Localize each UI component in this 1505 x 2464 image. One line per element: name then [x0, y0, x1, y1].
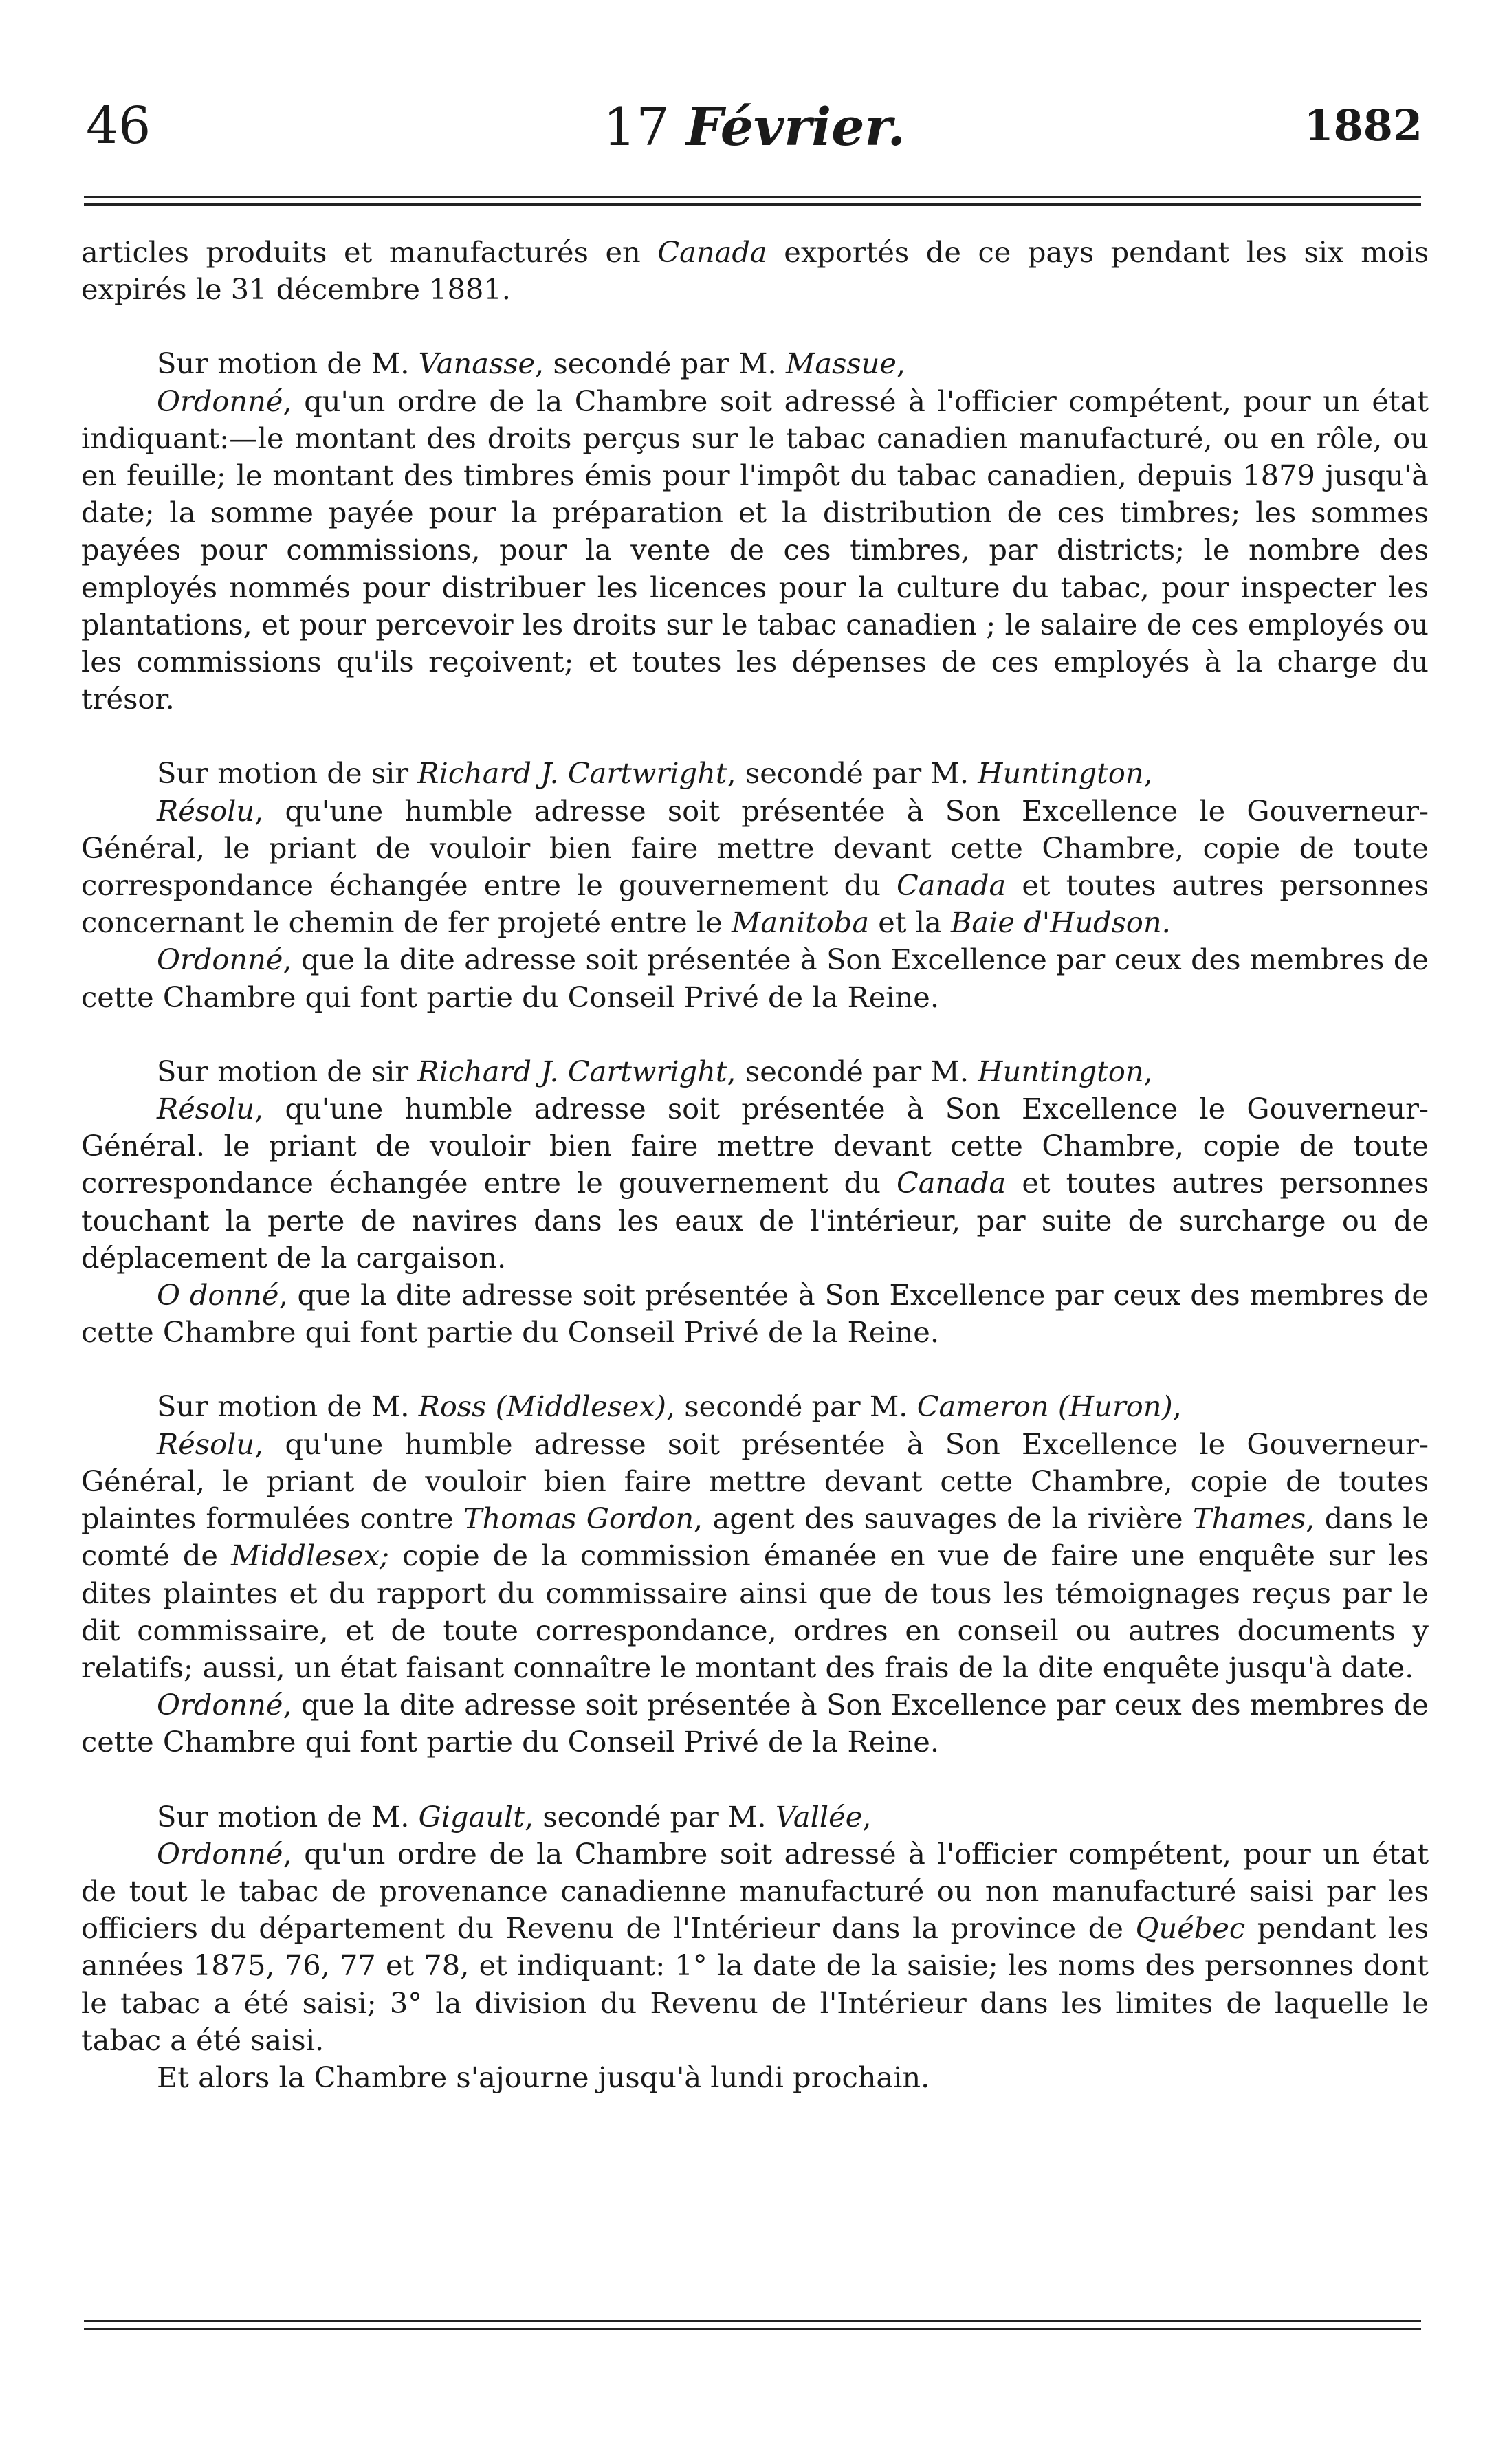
page-date [86, 96, 1422, 157]
motion-2-intro: Sur motion de sir Richard J. Cartwright, secondé par M. Huntington, [157, 756, 1153, 791]
motion-3-intro: Sur motion de sir Richard J. Cartwright, secondé par M. Huntington, [157, 1054, 1153, 1088]
date-month: Février. [685, 96, 905, 157]
date-day: 17 [603, 96, 670, 157]
journal-body [81, 234, 1429, 2096]
motion-3-resolution: Résolu, qu'une humble adresse soit présentée à Son Excellence le Gouverneur-Général. le priant de vouloir bien faire mettre devant cette Chambre, copie de toute correspondance échangée entre le gouvernement du Canada et toutes autres personnes touchant la perte de navires dans les eaux de l'intérieur, par suite de surcharge ou de déplacement de la cargaison. [81, 1092, 1429, 1275]
page-header [86, 96, 1422, 158]
footer-rule-top [84, 2320, 1421, 2322]
motion-2-resolution: Résolu, qu'une humble adresse soit présentée à Son Excellence le Gouverneur-Général, le priant de vouloir bien faire mettre devant cette Chambre, copie de toute correspondance échangée entre le gouvernement du Canada et toutes autres personnes concernant le chemin de fer projeté entre le Manitoba et la Baie d'Hudson. [81, 793, 1429, 940]
motion-5-intro: Sur motion de M. Gigault, secondé par M. Vallée, [157, 1799, 872, 1834]
header-rule-top [84, 196, 1421, 198]
motion-1-resolution: Ordonné, qu'un ordre de la Chambre soit adressé à l'officier compétent, pour un état indiquant:—le montant des droits perçus sur le tabac canadien manufacturé, ou en rôle, ou en feuille; le montant des timbres émis pour l'impôt du tabac canadien, depuis 1879 jusqu'à date; la somme payée pour la préparation et la distribution de ces timbres; les sommes payées pour commissions, pour la vente de ces timbres, par districts; le nombre des employés nommés pour distribuer les licences pour la culture du tabac, pour inspecter les plantations, et pour percevoir les droits sur le tabac canadien ; le salaire de ces employés ou les commissions qu'ils reçoivent; et toutes les dépenses de ces employés à la charge du trésor. [81, 384, 1429, 716]
motion-1 [81, 345, 1429, 718]
header-rule-bottom [84, 204, 1421, 206]
motion-4 [81, 1388, 1429, 1761]
motion-4-resolution: Résolu, qu'une humble adresse soit présentée à Son Excellence le Gouverneur-Général, le priant de vouloir bien faire mettre devant cette Chambre, copie de toutes plaintes formulées contre Thomas Gordon, agent des sauvages de la rivière Thames, dans le comté de Middlesex; copie de la commission émanée en vue de faire une enquête sur les dites plaintes et du rapport du commissaire ainsi que de tous les témoignages reçus par le dit commissaire, et de toute correspondance, ordres en conseil ou autres documents y relatifs; aussi, un état faisant connaître le montant des frais de la dite enquête jusqu'à date. [81, 1427, 1429, 1684]
motion-2-order: Ordonné, que la dite adresse soit présentée à Son Excellence par ceux des membres de cette Chambre qui font partie du Conseil Privé de la Reine. [81, 943, 1429, 1014]
motion-5 [81, 1798, 1429, 2059]
page-number: 46 [86, 96, 151, 155]
motion-4-intro: Sur motion de M. Ross (Middlesex), secondé par M. Cameron (Huron), [157, 1389, 1182, 1424]
continuation-paragraph: articles produits et manufacturés en Canada exportés de ce pays pendant les six mois expirés le 31 décembre 1881. [81, 235, 1429, 307]
motion-3-order: O donné, que la dite adresse soit présentée à Son Excellence par ceux des membres de cette Chambre qui font partie du Conseil Privé de la Reine. [81, 1278, 1429, 1350]
motion-4-order: Ordonné, que la dite adresse soit présentée à Son Excellence par ceux des membres de cette Chambre qui font partie du Conseil Privé de la Reine. [81, 1688, 1429, 1759]
closing-line: Et alors la Chambre s'ajourne jusqu'à lundi prochain. [157, 2060, 930, 2094]
motion-1-intro: Sur motion de M. Vanasse, secondé par M. Massue, [157, 346, 906, 381]
motion-2 [81, 755, 1429, 1015]
motion-3 [81, 1053, 1429, 1352]
page-year: 1882 [1304, 100, 1422, 151]
motion-5-resolution: Ordonné, qu'un ordre de la Chambre soit adressé à l'officier compétent, pour un état de tout le tabac de provenance canadienne manufacturé ou non manufacturé saisi par les officiers du département du Revenu de l'Intérieur dans la province de Québec pendant les années 1875, 76, 77 et 78, et indiquant: 1° la date de la saisie; les noms des personnes dont le tabac a été saisi; 3° la division du Revenu de l'Intérieur dans les limites de laquelle le tabac a été saisi. [81, 1836, 1429, 2057]
footer-rule-bottom [84, 2328, 1421, 2330]
